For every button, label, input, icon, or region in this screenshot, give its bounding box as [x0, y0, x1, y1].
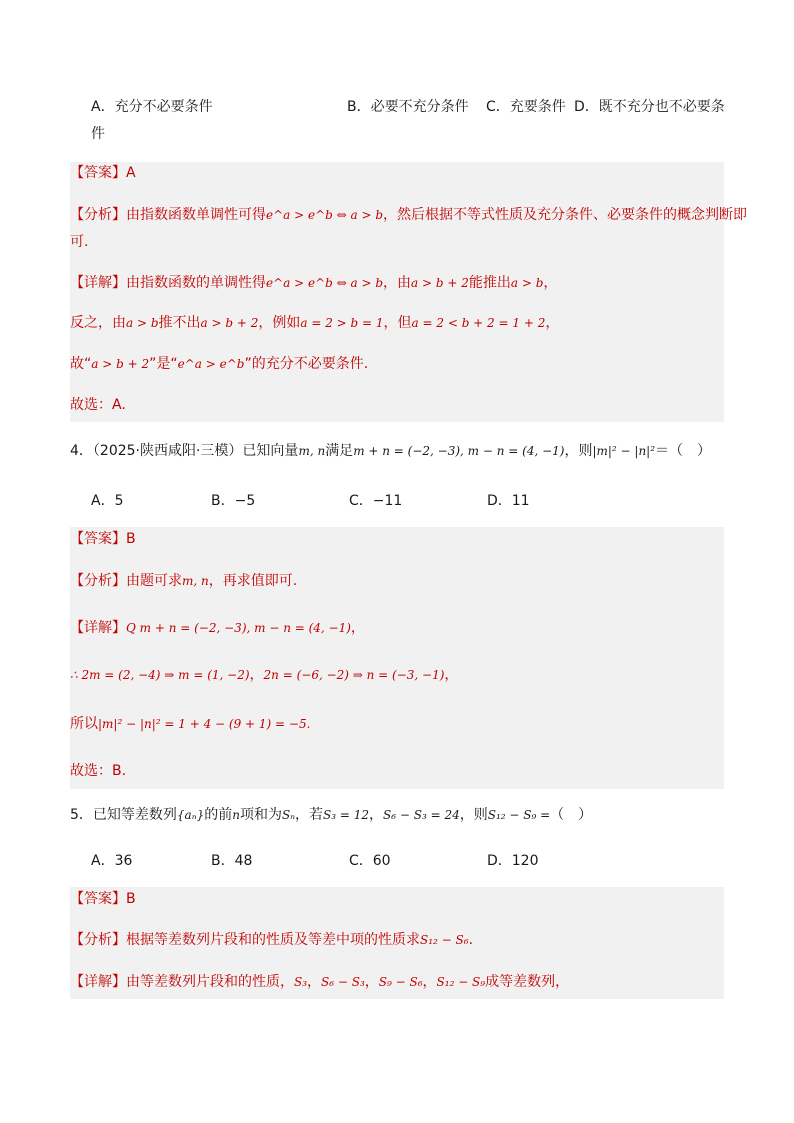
math: a = 2 < b + 2 = 1 + 2 [411, 316, 546, 330]
math: a > b + 2 [411, 276, 469, 290]
math: S₆ − S₃ = 24 [383, 808, 460, 822]
text: ，若 [295, 807, 324, 823]
text: ， [369, 807, 384, 823]
text: ，但 [383, 315, 412, 331]
math: S₁₂ − S₆ [420, 933, 469, 947]
math: ∴ 2m = (2, −4) ⇒ m = (1, −2) [70, 668, 250, 682]
analysis-tag: 【分析】 [70, 207, 126, 223]
text: ”是“ [149, 356, 178, 372]
q4-detail-line1 [70, 618, 365, 638]
q5-answer [70, 889, 136, 909]
q5-option-c: C．60 [349, 853, 391, 869]
text: 由等差数列片段和的性质， [126, 974, 294, 990]
text: 根据等差数列片段和的性质及等差中项的性质求 [126, 932, 420, 948]
answer-tag: 【答案】 [70, 891, 126, 907]
math: a = 2 > b = 1 [300, 316, 384, 330]
text: ，然后根据不等式性质及充分条件、必要条件的概念判断即 [383, 207, 748, 223]
answer-value: A [126, 165, 136, 181]
answer-value: B [126, 531, 136, 547]
text: ， [307, 974, 322, 990]
math: S₆ − S₃ [321, 975, 365, 989]
math: 2n = (−6, −2) ⇒ n = (−3, −1) [263, 668, 445, 682]
text: 由指数函数的单调性得 [126, 275, 266, 291]
q3-analysis-line2: 可. [70, 234, 89, 250]
text: 所以 [70, 716, 98, 732]
text: ，则 [459, 807, 488, 823]
math: Sₙ [281, 808, 296, 822]
text: ，则 [564, 443, 593, 459]
q5-option-a: A．36 [91, 853, 133, 869]
math: m, n [298, 444, 326, 458]
math: {aₙ} [176, 808, 205, 822]
q4-option-b: B．−5 [211, 493, 256, 509]
text: ， [350, 620, 365, 636]
text: 反之，由 [70, 315, 126, 331]
text: 4．（2025·陕西咸阳·三模）已知向量 [70, 443, 299, 459]
math: Q m + n = (−2, −3), m − n = (4, −1) [126, 621, 351, 635]
math: S₉ − S₆ [378, 975, 423, 989]
text: ， [543, 275, 558, 291]
math: e^a > e^b ⇔ a > b [266, 208, 384, 222]
answer-value: B [126, 891, 136, 907]
math: S₁₂ − S₉ [436, 975, 486, 989]
q3-option-a-wrap: 件 [91, 126, 105, 142]
text: ，由 [383, 275, 412, 291]
math: a > b [510, 276, 544, 290]
q4-option-c: C．−11 [349, 493, 403, 509]
text: 5．已知等差数列 [70, 807, 177, 823]
math: S₃ = 12 [323, 808, 370, 822]
text: ，例如 [258, 315, 301, 331]
math: a > b [126, 316, 159, 330]
q4-detail-line3 [70, 714, 310, 734]
math: n [232, 808, 240, 822]
text: ， [249, 667, 264, 683]
analysis-tag: 【分析】 [70, 932, 126, 948]
math: S₁₂ − S₉ = [487, 808, 551, 822]
math: |m|² − |n|² [592, 444, 656, 458]
math: m + n = (−2, −3), m − n = (4, −1) [353, 444, 565, 458]
answer-tag: 【答案】 [70, 165, 126, 181]
q4-stem [70, 441, 711, 461]
text: 的前 [204, 807, 233, 823]
q3-detail-line2 [70, 313, 559, 333]
math: e^a > e^b ⇔ a > b [266, 276, 384, 290]
q4-choose: 故选：B. [70, 763, 127, 779]
text: . [468, 932, 474, 948]
text: ”的充分不必要条件. [244, 356, 369, 372]
q3-detail-line1 [70, 273, 557, 293]
text: 由指数函数单调性可得 [126, 207, 266, 223]
q4-solution-block [70, 527, 724, 789]
math: |m|² − |n|² = 1 + 4 − (9 + 1) = −5. [98, 717, 311, 731]
text: 故“ [70, 356, 92, 372]
analysis-tag: 【分析】 [70, 573, 126, 589]
q3-analysis-line1 [70, 205, 747, 225]
text: ，再求值即可. [208, 573, 298, 589]
text: （ ） [550, 807, 593, 823]
text: 满足 [325, 443, 354, 459]
q3-option-c: C．充要条件 [486, 99, 566, 115]
q3-detail-line3 [70, 354, 368, 374]
text: 能推出 [468, 275, 511, 291]
detail-tag: 【详解】 [70, 275, 126, 291]
math: a > b + 2 [91, 357, 150, 371]
detail-tag: 【详解】 [70, 620, 126, 636]
q4-detail-line2 [70, 665, 458, 685]
text: ， [364, 974, 379, 990]
text: ， [545, 315, 560, 331]
q5-option-b: B．48 [211, 853, 253, 869]
math: a > b + 2 [200, 316, 259, 330]
text: ， [422, 974, 437, 990]
q3-answer [70, 163, 136, 183]
q3-option-a: A．充分不必要条件 [91, 99, 213, 115]
text: ， [444, 667, 459, 683]
q4-option-d: D．11 [487, 493, 530, 509]
answer-tag: 【答案】 [70, 531, 126, 547]
math: S₃ [294, 975, 308, 989]
q5-stem [70, 805, 592, 825]
math: m, n [182, 574, 209, 588]
text: 推不出 [158, 315, 201, 331]
text: 成等差数列， [485, 974, 570, 990]
detail-tag: 【详解】 [70, 974, 126, 990]
text: 由题可求 [126, 573, 182, 589]
q5-option-d: D．120 [487, 853, 539, 869]
q3-choose: 故选：A. [70, 397, 126, 413]
q4-answer [70, 529, 136, 549]
q3-option-d: D．既不充分也不必要条 [574, 99, 725, 115]
text: 项和为 [239, 807, 282, 823]
q4-analysis [70, 571, 297, 591]
q5-detail [70, 972, 569, 992]
math: e^a > e^b [177, 357, 245, 371]
q5-analysis [70, 930, 473, 950]
q4-option-a: A．5 [91, 493, 124, 509]
text: ＝（ ） [655, 443, 712, 459]
q3-option-b: B．必要不充分条件 [347, 99, 469, 115]
